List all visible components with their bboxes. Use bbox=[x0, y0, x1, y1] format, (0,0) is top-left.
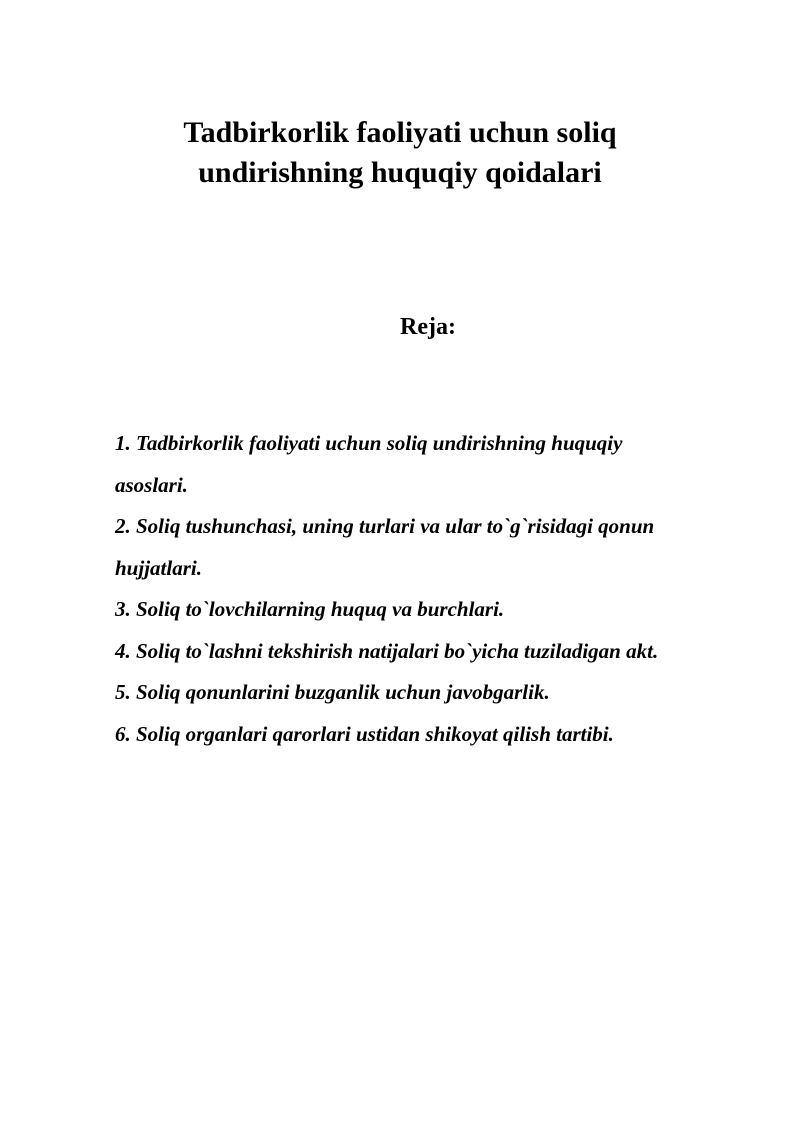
plan-item-2-continuation: hujjatlari. bbox=[115, 555, 202, 580]
title-line-1: Tadbirkorlik faoliyati uchun soliq bbox=[183, 116, 617, 149]
document-title bbox=[100, 113, 700, 193]
plan-item-5: 5. Soliq qonunlarini buzganlik uchun javobgarlik. bbox=[115, 680, 550, 704]
title-line-2: undirishning huquqiy qoidalari bbox=[198, 156, 602, 189]
plan-heading: Reja: bbox=[400, 314, 456, 340]
plan-item-1: 1. Tadbirkorlik faoliyati uchun soliq undirishning huquqiy bbox=[115, 431, 623, 455]
plan-item-3: 3. Soliq to`lovchilarning huquq va burchlari. bbox=[115, 597, 505, 621]
plan-item-2: 2. Soliq tushunchasi, uning turlari va ular to`g`risidagi qonun bbox=[115, 514, 655, 538]
plan-list bbox=[115, 423, 775, 755]
plan-item-4: 4. Soliq to`lashni tekshirish natijalari bo`yicha tuziladigan akt. bbox=[115, 638, 659, 663]
plan-item-6: 6. Soliq organlari qarorlari ustidan shikoyat qilish tartibi. bbox=[115, 721, 614, 746]
plan-item-1-continuation: asoslari. bbox=[115, 472, 188, 497]
